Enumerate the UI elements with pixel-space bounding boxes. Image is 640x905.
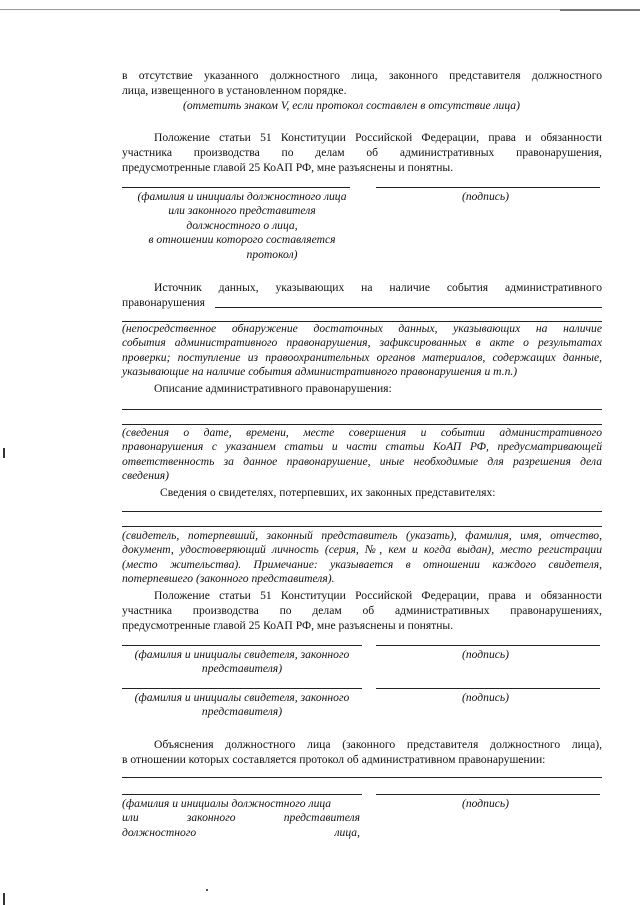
word: на — [361, 281, 373, 294]
note-line: ответственность за данное правонарушение, иные необходимые для разрешения дела — [122, 454, 602, 468]
explanation-line-2: в отношении которых составляется протокол об административном правонарушении: — [122, 753, 546, 766]
caption-line — [122, 811, 360, 825]
note-line: правонарушения с указанием статьи и части статьи КоАП РФ, предусматривающей — [122, 440, 602, 454]
art51-line-2 — [122, 146, 602, 160]
scan-edge-mark — [3, 893, 5, 905]
signature-fill-line — [376, 187, 600, 188]
sig1-signature-caption: (подпись) — [462, 190, 510, 203]
art51-line-1: Положение статьи 51 Конституции Российской Федерации, права и обязанности — [154, 131, 602, 144]
note-line: документ, удостоверяющий личность (серия, №, кем и когда выдан), место регистрации — [122, 543, 602, 557]
word: данных, — [218, 281, 259, 294]
absence-note: (отметить знаком V, если протокол составлен в отсутствие лица) — [183, 99, 520, 112]
explanation-line-1: Объяснения должностного лица (законного представителя должностного лица), — [154, 738, 602, 751]
word: участника — [122, 604, 172, 617]
word: производства — [193, 146, 260, 159]
sig2-name-caption — [122, 648, 362, 677]
word: должностного — [122, 825, 197, 839]
sig4-signature-caption: (подпись) — [462, 797, 510, 810]
caption-line — [122, 826, 360, 840]
word: лица, — [334, 825, 360, 839]
witness-heading: Сведения о свидетелях, потерпевших, их законных представителях: — [160, 486, 496, 499]
word: представителя — [283, 811, 360, 825]
caption-line: представителя) — [201, 662, 283, 676]
scan-border-mark — [560, 9, 640, 11]
sig3-name-caption — [122, 691, 362, 720]
word: или — [122, 811, 139, 825]
note-line: (свидетель, потерпевший, законный представитель (указать), фамилия, имя, отчество, — [122, 529, 602, 542]
sig4-name-caption — [122, 797, 360, 840]
explanation-fill-line — [122, 777, 602, 778]
sig2-signature-caption: (подпись) — [462, 648, 510, 661]
art51-line-3: предусмотренные главой 25 КоАП РФ, мне разъяснены и понятны. — [122, 161, 454, 174]
word: административных — [394, 604, 490, 617]
word: события — [446, 281, 489, 294]
caption-line: представителя) — [201, 705, 283, 719]
scan-border-line — [0, 9, 640, 10]
scan-speck — [206, 889, 208, 891]
note-line: потерпевшего (законного представителя). — [122, 572, 335, 586]
absence-line-2: лица, извещенного в установленном порядке. — [122, 84, 347, 97]
word: правонарушениях, — [510, 604, 602, 617]
description-fill-line — [122, 424, 602, 425]
source-fill-line — [215, 307, 602, 308]
source-line-2: правонарушения — [122, 296, 205, 309]
word: производства — [192, 604, 259, 617]
note-line: сведения) — [122, 469, 169, 483]
word: законного — [186, 811, 236, 825]
word: об — [366, 146, 379, 159]
word: по — [279, 604, 292, 617]
word: участника — [122, 146, 172, 159]
note-line: события административного правонарушения, зафиксированных в акте о результатах — [122, 336, 602, 350]
art51b-line-1: Положение статьи 51 Конституции Российской Федерации, права и обязанности — [154, 589, 602, 602]
absence-line-1: в отсутствие указанного должностного лица, законного представителя должностного — [122, 69, 602, 82]
caption-line: (фамилия и инициалы свидетеля, законного — [134, 691, 350, 704]
witness-note — [122, 529, 602, 587]
caption-line: (фамилия и инициалы должностного лица — [137, 190, 347, 203]
word: указывающих — [275, 281, 345, 294]
description-heading: Описание административного правонарушения: — [154, 382, 392, 395]
word: Источник — [154, 281, 202, 294]
sig1-name-caption — [122, 190, 362, 262]
witness-fill-line — [122, 526, 602, 527]
sig3-signature-caption: (подпись) — [462, 691, 510, 704]
source-line-1 — [154, 281, 602, 295]
signature-fill-line — [376, 645, 600, 646]
name-fill-line — [122, 645, 362, 646]
name-fill-line — [122, 187, 350, 188]
word: по — [281, 146, 294, 159]
word: административных — [399, 146, 495, 159]
word: правонарушения, — [516, 146, 602, 159]
description-fill-line — [122, 409, 602, 410]
caption-line: протокол) — [246, 247, 298, 261]
name-fill-line — [122, 794, 362, 795]
word: делам — [315, 146, 345, 159]
description-note — [122, 426, 602, 484]
caption-line: (фамилия и инициалы свидетеля, законного — [134, 648, 350, 661]
name-fill-line — [122, 688, 362, 689]
note-line: указывающие на наличие события административного правонарушения и т.п.) — [122, 365, 518, 379]
witness-fill-line — [122, 511, 602, 512]
note-line: (сведения о дате, времени, месте совершения и событии административного — [122, 426, 602, 439]
scan-edge-mark — [3, 448, 5, 458]
word: наличие — [389, 281, 431, 294]
caption-line: в отношении которого составляется — [148, 233, 336, 247]
word: об — [362, 604, 375, 617]
note-line: проверки; поступление из правоохранительных органов материалов, содержащих данные, — [122, 350, 602, 364]
caption-line: или законного представителя — [168, 204, 316, 218]
word: административного — [504, 281, 602, 294]
signature-fill-line — [376, 794, 600, 795]
art51b-line-3: предусмотренные главой 25 КоАП РФ, мне разъяснены и понятны. — [122, 619, 454, 632]
caption-line: должностного о лица, — [186, 218, 298, 232]
signature-fill-line — [376, 688, 600, 689]
note-line: (место жительства). Примечание: указывается в отношении каждого свидетеля, — [122, 557, 602, 571]
art51b-line-2 — [122, 604, 602, 618]
source-note — [122, 322, 602, 380]
caption-line: (фамилия и инициалы должностного лица — [122, 797, 332, 810]
word: делам — [312, 604, 342, 617]
note-line: (непосредственное обнаружение достаточных данных, указывающих на наличие — [122, 322, 602, 335]
